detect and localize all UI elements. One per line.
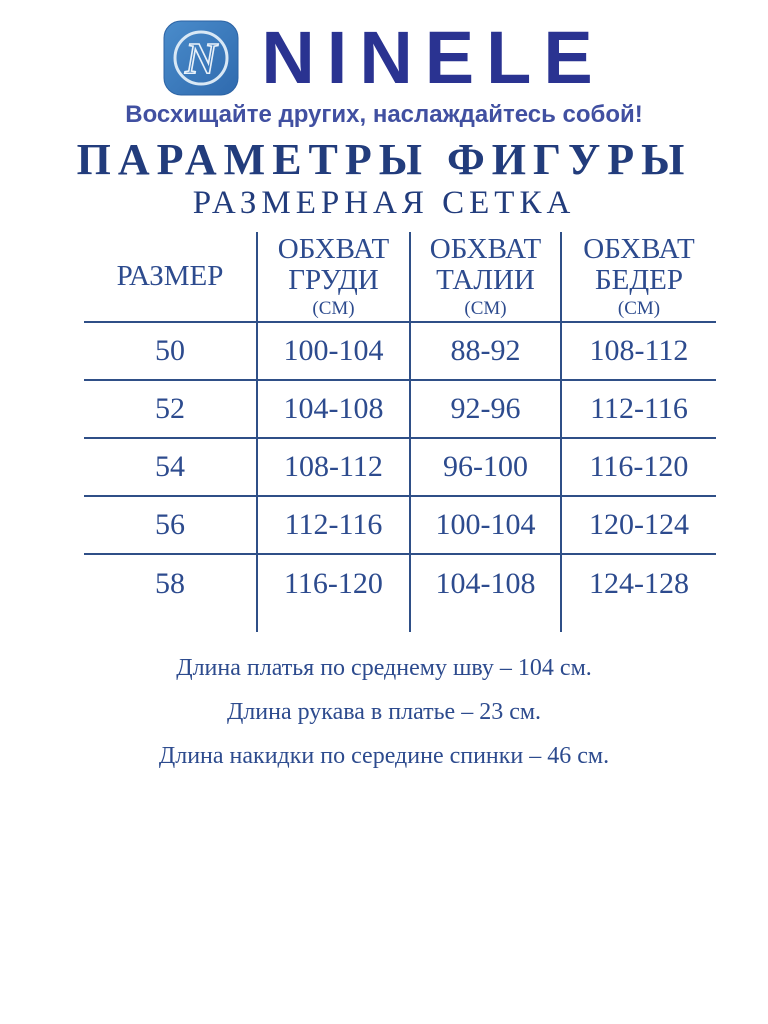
- table-row: [84, 554, 716, 612]
- note-dress-length: Длина платья по среднему шву – 104 см.: [176, 655, 592, 681]
- table-row: [84, 380, 716, 438]
- col-header-size-label: РАЗМЕР: [116, 260, 224, 292]
- col-header-waist-line2: ТАЛИИ: [436, 264, 535, 296]
- cell-hips: 120-124: [561, 496, 716, 554]
- page-title: ПАРАМЕТРЫ ФИГУРЫ: [76, 135, 692, 184]
- col-header-hips-unit: (СМ): [617, 298, 661, 319]
- col-header-waist-line1: ОБХВАТ: [429, 233, 542, 265]
- cell-bust: 108-112: [257, 438, 410, 496]
- page-subtitle: РАЗМЕРНАЯ СЕТКА: [192, 185, 576, 221]
- cell-hips: 124-128: [561, 554, 716, 612]
- brand-tagline: Восхищайте других, наслаждайтесь собой!: [125, 101, 643, 128]
- col-header-bust-unit: (СМ): [312, 298, 355, 319]
- col-header-hips: [561, 232, 716, 322]
- note-sleeve-length: Длина рукава в платье – 23 см.: [226, 699, 542, 725]
- cell-waist: 96-100: [410, 438, 561, 496]
- cell-bust: 116-120: [257, 554, 410, 612]
- col-header-bust-line2: ГРУДИ: [288, 264, 379, 296]
- brand-header: [0, 0, 768, 100]
- cell-hips: 112-116: [561, 380, 716, 438]
- col-header-size: [84, 232, 257, 322]
- size-table-header-row: [84, 232, 716, 322]
- cell-size: 58: [155, 566, 185, 600]
- table-row: [84, 496, 716, 554]
- col-header-bust-line1: ОБХВАТ: [277, 233, 390, 265]
- cell-waist: 88-92: [410, 322, 561, 380]
- table-spacer-row: [84, 612, 716, 632]
- brand-wordmark: NINELE: [261, 16, 605, 99]
- cell-size: 54: [84, 438, 257, 496]
- col-header-hips-line2: БЕДЕР: [595, 264, 683, 296]
- table-row: [84, 438, 716, 496]
- note-cape-length: Длина накидки по середине спинки – 46 см.: [158, 743, 610, 769]
- cell-size: 50: [84, 322, 257, 380]
- col-header-hips-line1: ОБХВАТ: [583, 233, 695, 265]
- cell-bust: 100-104: [257, 322, 410, 380]
- cell-waist: 92-96: [410, 380, 561, 438]
- cell-bust: 104-108: [257, 380, 410, 438]
- col-header-waist: [410, 232, 561, 322]
- icon-letter: N: [185, 34, 218, 83]
- col-header-bust: [257, 232, 410, 322]
- size-table: [84, 232, 716, 632]
- ninele-n-monogram-icon: [163, 20, 239, 96]
- cell-size: 56: [84, 496, 257, 554]
- cell-waist: 104-108: [410, 554, 561, 612]
- col-header-waist-unit: (СМ): [464, 298, 507, 319]
- measurement-notes: [0, 654, 768, 770]
- cell-bust: 112-116: [257, 496, 410, 554]
- cell-hips: 108-112: [561, 322, 716, 380]
- cell-waist: 100-104: [410, 496, 561, 554]
- cell-hips: 116-120: [561, 438, 716, 496]
- cell-size: 52: [84, 380, 257, 438]
- table-row: [84, 322, 716, 380]
